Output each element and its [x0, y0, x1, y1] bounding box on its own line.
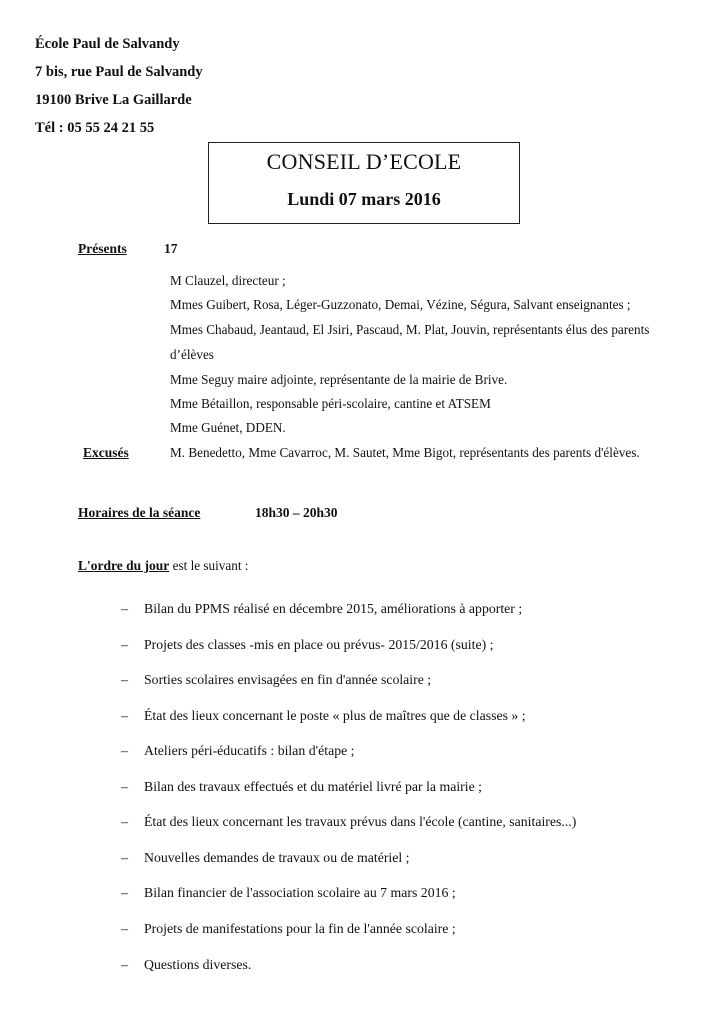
bullet-dash: – [121, 815, 128, 830]
agenda-item: État des lieux concernant le poste « plus de maîtres que de classes » ; [144, 708, 526, 723]
present-line: Mme Bétaillon, responsable péri-scolaire, cantine et ATSEM [170, 396, 491, 411]
bullet-dash: – [121, 744, 128, 759]
bullet-dash: – [121, 886, 128, 901]
meeting-date: Lundi 07 mars 2016 [287, 189, 441, 209]
present-label: Présents [78, 241, 127, 256]
agenda-item: Bilan du PPMS réalisé en décembre 2015, améliorations à apporter ; [144, 601, 523, 616]
agenda-item: Projets de manifestations pour la fin de l'année scolaire ; [144, 921, 456, 936]
session-hours: 18h30 – 20h30 [255, 505, 338, 520]
session-label: Horaires de la séance [78, 505, 201, 520]
agenda-item: Bilan financier de l'association scolaire au 7 mars 2016 ; [144, 885, 456, 900]
bullet-dash: – [121, 851, 128, 866]
agenda-item: Questions diverses. [144, 957, 252, 972]
excused-text: M. Benedetto, Mme Cavarroc, M. Sautet, Mme Bigot, représentants des parents d'élèves. [170, 445, 640, 460]
agenda-item: Projets des classes -mis en place ou prévus- 2015/2016 (suite) ; [144, 637, 494, 652]
school-city: 19100 Brive La Gaillarde [35, 92, 192, 108]
agenda-suffix: est le suivant : [172, 558, 249, 573]
document-title: CONSEIL D’ECOLE [266, 149, 462, 174]
school-name: École Paul de Salvandy [35, 36, 180, 52]
agenda-item: Nouvelles demandes de travaux ou de matériel ; [144, 850, 410, 865]
present-line: Mme Seguy maire adjointe, représentante de la mairie de Brive. [170, 372, 508, 387]
present-line: Mmes Chabaud, Jeantaud, El Jsiri, Pascaud, M. Plat, Jouvin, représentants élus des parents [170, 322, 650, 337]
agenda-intro [78, 558, 248, 574]
bullet-dash: – [121, 780, 128, 795]
bullet-dash: – [121, 673, 128, 688]
present-line: Mme Guénet, DDEN. [170, 420, 286, 435]
agenda-item: Sorties scolaires envisagées en fin d'année scolaire ; [144, 672, 432, 687]
present-line: M Clauzel, directeur ; [170, 273, 286, 288]
bullet-dash: – [121, 922, 128, 937]
present-count: 17 [164, 241, 178, 256]
agenda-label: L'ordre du jour [78, 558, 170, 573]
bullet-dash: – [121, 958, 128, 973]
bullet-dash: – [121, 638, 128, 653]
present-line: d’élèves [170, 347, 214, 362]
bullet-dash: – [121, 602, 128, 617]
school-phone: Tél : 05 55 24 21 55 [35, 120, 155, 136]
excused-label: Excusés [83, 445, 129, 460]
agenda-item: Bilan des travaux effectués et du matériel livré par la mairie ; [144, 779, 483, 794]
school-street: 7 bis, rue Paul de Salvandy [35, 64, 203, 80]
agenda-item: État des lieux concernant les travaux prévus dans l'école (cantine, sanitaires...) [144, 814, 577, 829]
present-line: Mmes Guibert, Rosa, Léger-Guzzonato, Demai, Vézine, Ségura, Salvant enseignantes ; [170, 297, 631, 312]
title-box [208, 142, 520, 224]
bullet-dash: – [121, 709, 128, 724]
agenda-item: Ateliers péri-éducatifs : bilan d'étape ; [144, 743, 355, 758]
